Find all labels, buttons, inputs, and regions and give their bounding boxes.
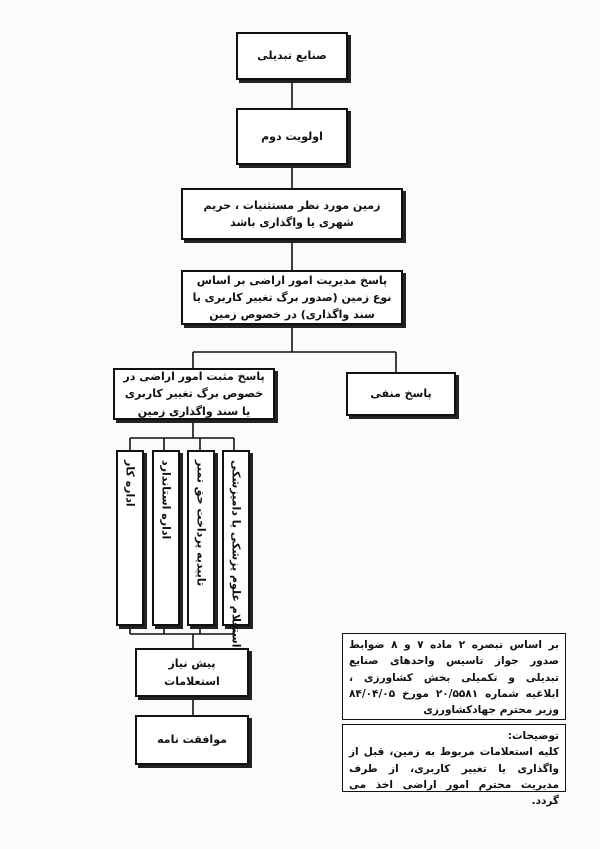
box-estelam-olum-pezeshki xyxy=(222,450,250,648)
box-pasokh-mosbat-label: پاسخ مثبت امور اراضی در خصوص برگ تغییر کاربری یا سند واگذاری زمین xyxy=(123,370,265,418)
box-taeidieh-haghe-tambr xyxy=(187,450,215,626)
box-zamin-mored-nazar xyxy=(181,188,403,240)
box-estelam-olum-pezeshki-label: استعلام علوم پزشکی یا دامپزشکی xyxy=(229,460,243,648)
note-law-reference-text: بر اساس تبصره ۲ ماده ۷ و ۸ ضوابط صدور جواز تاسیس واحدهای صنایع تبدیلی و تکمیلی بخش کشاورزی ، ابلاغیه شماره ۲۰/۵۵۸۱ مورخ ۸۴/۰۴/۰۵ وزیر محترم جهادکشاورزی xyxy=(349,639,559,717)
note-law-reference xyxy=(342,633,566,720)
box-zamin-mored-nazar-label: زمین مورد نظر مستثنیات ، حریم شهری یا واگذاری باشد xyxy=(203,198,381,229)
box-pasokh-mosbat xyxy=(113,368,275,420)
note-tozihat xyxy=(342,724,566,808)
box-pish-niaz xyxy=(135,648,249,697)
box-edare-kar-label: اداره کار xyxy=(123,460,137,507)
box-pasokh-modiriat xyxy=(181,270,403,325)
box-pasokh-manfi xyxy=(346,372,456,416)
box-pasokh-modiriat-label: پاسخ مدیریت امور اراضی بر اساس نوع زمین (صدور برگ تغییر کاربری یا سند واگذاری) در خصوص زمین xyxy=(192,273,392,322)
box-olaviat-dovom xyxy=(236,108,348,165)
box-pish-niaz-label: پیش نیاز استعلامات xyxy=(164,657,220,688)
box-taeidieh-haghe-tambr-label: تاییدیه پرداخت حق تمبر xyxy=(194,460,208,587)
box-movafeghat-nameh xyxy=(135,715,249,765)
box-olaviat-dovom-label: اولویت دوم xyxy=(261,129,323,143)
box-sanaye-tabdili xyxy=(236,32,348,80)
box-pasokh-manfi-label: پاسخ منفی xyxy=(370,387,432,401)
note-tozihat-title: توضیحات: xyxy=(507,730,559,742)
box-movafeghat-nameh-label: موافقت نامه xyxy=(157,733,227,747)
box-edare-kar xyxy=(116,450,144,626)
box-edare-standard xyxy=(152,450,180,626)
box-edare-standard-label: اداره استاندارد xyxy=(159,460,173,540)
note-tozihat-body: کلیه استعلامات مربوط به زمین، قبل از واگذاری یا تغییر کاربری، از طرف مدیریت محترم امور اراضی اخذ می گردد. xyxy=(349,746,559,808)
box-sanaye-tabdili-label: صنایع تبدیلی xyxy=(257,49,327,63)
